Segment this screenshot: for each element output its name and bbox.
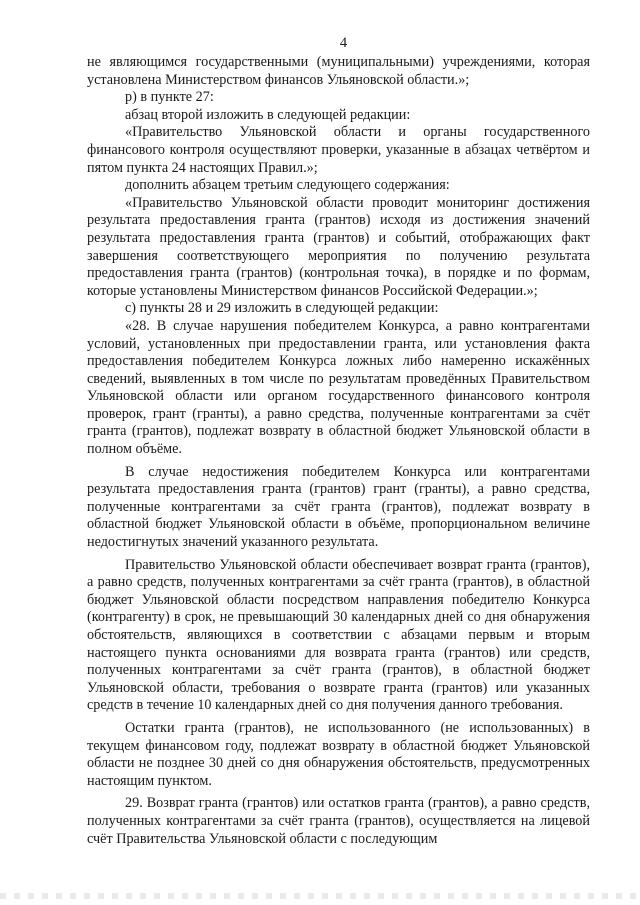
paragraph: Остатки гранта (грантов), не использованного (не использованных) в текущем финансовом году, подлежат возврату в областной бюджет Ульяновской области не позднее 30 дней со дня обнаружения обстоятельств, предусмотренных настоящим пунктом.	[87, 719, 590, 789]
paragraph: 29. Возврат гранта (грантов) или остатков гранта (грантов), а равно средств, полученных контрагентами за счёт гранта (грантов), осуществляется на лицевой счёт Правительства Ульяновской области с последующим	[87, 795, 590, 847]
scan-edge-artifact	[0, 893, 640, 899]
paragraph: с) пункты 28 и 29 изложить в следующей редакции:	[125, 300, 439, 317]
paragraph: В случае недостижения победителем Конкурса или контрагентами результата предоставления гранта (грантов) грант (гранты), а равно средства, полученные контрагентами за счёт гранта (грантов), подлежат возврату в областной бюджет Ульяновской области в объёме, пропорциональном величине недостигнутых значений указанного результата.	[87, 463, 590, 551]
paragraph: р) в пункте 27:	[125, 89, 214, 106]
paragraph: дополнить абзацем третьим следующего содержания:	[125, 177, 450, 194]
paragraph: абзац второй изложить в следующей редакции:	[125, 106, 411, 123]
paragraph: «Правительство Ульяновской области и органы государственного финансового контроля осуществляют проверки, указанные в абзацах четвёртом и пятом пункта 24 настоящих Правил.»;	[87, 124, 590, 176]
document-body	[87, 54, 590, 848]
paragraph: «28. В случае нарушения победителем Конкурса, а равно контрагентами условий, установленных при предоставлении гранта, или установления факта предоставления победителем Конкурса ложных либо намеренно искажённых сведений, выявленных в том числе по результатам проведённых Правительством Ульяновской области или органом государственного финансового контроля проверок, грант (гранты), а равно средства, полученные контрагентами за счёт гранта (грантов), подлежат возврату в областной бюджет Ульяновской области в полном объёме.	[87, 317, 590, 458]
paragraph: «Правительство Ульяновской области проводит мониторинг достижения результата предоставления гранта (грантов) исходя из достижения значений результата предоставления гранта (грантов) и событий, отображающих факт завершения соответствующего мероприятия по получению результата предоставления гранта (грантов) (контрольная точка), в порядке и по формам, которые установлены Министерством финансов Российской Федерации.»;	[87, 194, 590, 299]
page-number: 4	[339, 35, 348, 51]
paragraph: не являющимся государственными (муниципальными) учреждениями, которая установлена Министерством финансов Ульяновской области.»;	[87, 54, 590, 88]
paragraph: Правительство Ульяновской области обеспечивает возврат гранта (грантов), а равно средств, полученных контрагентами за счёт гранта (грантов), в областной бюджет Ульяновской области посредством направления победителю Конкурса (контрагенту) в срок, не превышающий 30 календарных дней со дня обнаружения обстоятельств, являющихся в соответствии с абзацами первым и вторым настоящего пункта основаниями для возврата гранта (грантов) или средств, полученных контрагентами за счёт гранта (грантов), в областной бюджет Ульяновской области, требования о возврате гранта (грантов) или указанных средств в течение 10 календарных дней со дня получения данного требования.	[87, 556, 590, 714]
